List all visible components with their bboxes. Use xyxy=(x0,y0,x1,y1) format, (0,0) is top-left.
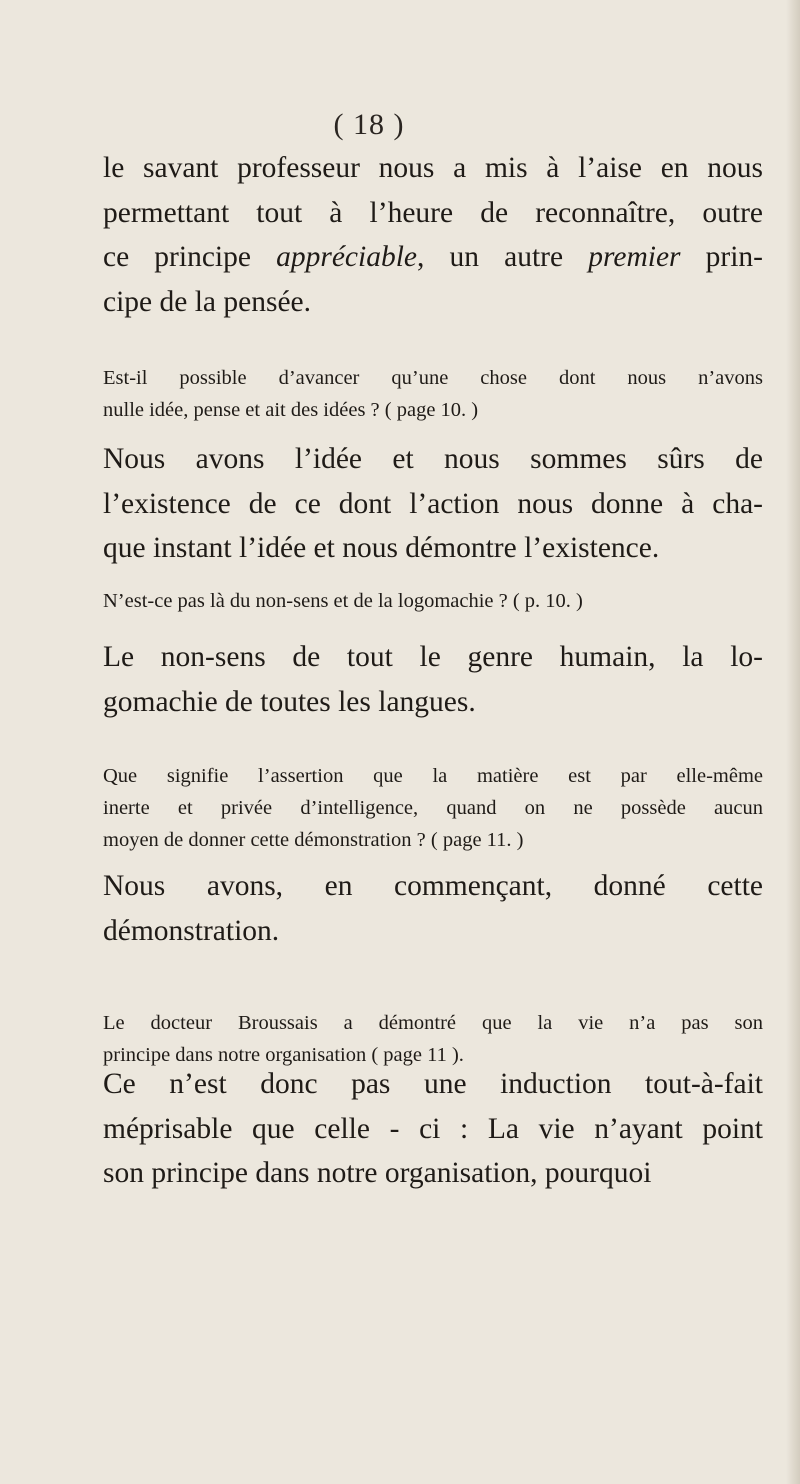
text-line xyxy=(103,482,763,527)
text-line xyxy=(103,760,763,792)
text-line xyxy=(103,909,763,954)
italic-term: appréciable xyxy=(276,241,417,273)
text-run: gomachie de toutes les langues. xyxy=(103,685,476,718)
text-line xyxy=(103,680,763,725)
text-line xyxy=(103,394,763,426)
text-run: Que signifie l’assertion que la matière est par elle-même xyxy=(103,765,763,787)
text-run: démonstration. xyxy=(103,914,280,947)
text-run: Ce n’est donc pas une induction tout-à-fait xyxy=(103,1068,763,1100)
body-paragraph xyxy=(103,635,763,724)
body-paragraph xyxy=(103,146,763,324)
quoted-question xyxy=(103,362,763,426)
text-line xyxy=(103,235,763,280)
text-line xyxy=(103,1151,763,1196)
text-run: inerte et privée d’intelligence, quand on ne possède aucun xyxy=(103,797,763,819)
text-run: principe dans notre organisation ( page 11 ). xyxy=(103,1044,464,1066)
text-line xyxy=(103,146,763,191)
text-run: l’existence de ce dont l’action nous donne à cha- xyxy=(103,487,763,520)
text-line xyxy=(103,1107,763,1152)
body-paragraph xyxy=(103,437,763,571)
text-run: permettant tout à l’heure de reconnaître, outre xyxy=(103,196,763,229)
text-run: Le docteur Broussais a démontré que la vie n’a pas son xyxy=(103,1012,763,1034)
text-line xyxy=(103,437,763,482)
quoted-question xyxy=(103,760,763,856)
text-line xyxy=(103,585,763,617)
text-line xyxy=(103,1007,763,1039)
text-run: Nous avons l’idée et nous sommes sûrs de xyxy=(103,443,763,475)
text-run: méprisable que celle - ci : La vie n’ayant point xyxy=(103,1112,763,1145)
text-run: ce principe xyxy=(103,241,277,273)
text-line xyxy=(103,824,763,856)
page-edge-shadow xyxy=(786,0,800,1484)
page-number: ( 18 ) xyxy=(333,108,405,141)
text-run: cipe de la pensée. xyxy=(103,285,312,318)
text-run: le savant professeur nous a mis à l’aise en nous xyxy=(103,152,763,184)
text-line xyxy=(103,526,763,571)
text-line xyxy=(103,1062,763,1107)
text-run: que instant l’idée et nous démontre l’existence. xyxy=(103,532,660,564)
text-run: Est-il possible d’avancer qu’une chose dont nous n’avons xyxy=(103,367,763,389)
text-run: , un autre xyxy=(417,241,589,273)
body-paragraph xyxy=(103,1062,763,1196)
text-line xyxy=(103,362,763,394)
text-run: N’est-ce pas là du non-sens et de la logomachie ? ( p. 10. ) xyxy=(103,590,583,612)
text-run: son principe dans notre organisation, pourquoi xyxy=(103,1157,652,1189)
text-line xyxy=(103,191,763,236)
text-line xyxy=(103,864,763,909)
text-run: moyen de donner cette démonstration ? ( page 11. ) xyxy=(103,829,524,851)
italic-term: premier xyxy=(588,241,681,273)
text-run: prin- xyxy=(680,241,763,273)
text-line xyxy=(103,792,763,824)
body-paragraph xyxy=(103,864,763,953)
text-run: Nous avons, en commençant, donné cette xyxy=(103,870,763,902)
text-line xyxy=(103,635,763,680)
text-line xyxy=(103,280,763,325)
text-run: nulle idée, pense et ait des idées ? ( page 10. ) xyxy=(103,399,479,421)
quoted-question xyxy=(103,585,763,617)
text-run: Le non-sens de tout le genre humain, la lo- xyxy=(103,641,763,673)
